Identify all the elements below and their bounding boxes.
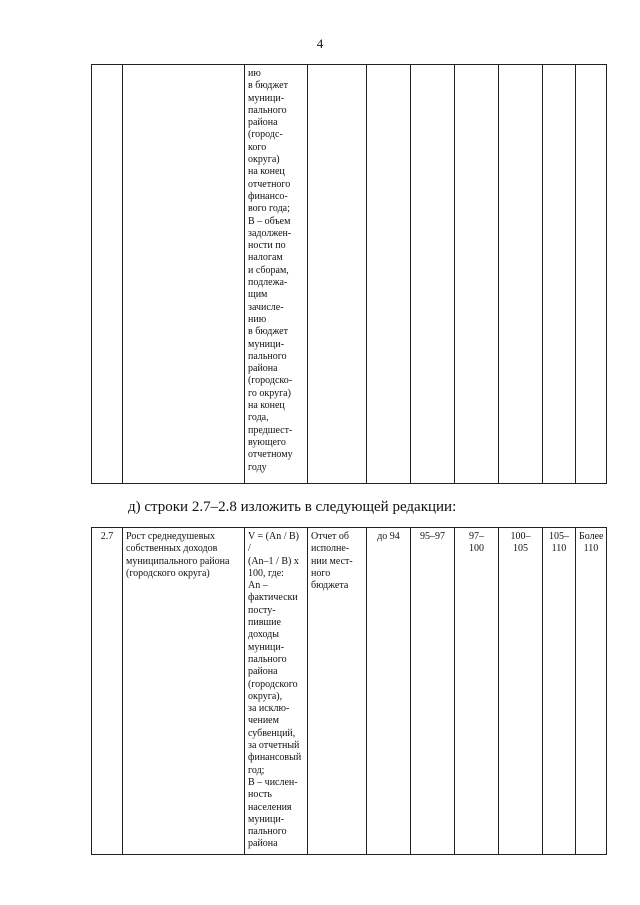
cell-number (92, 65, 123, 484)
cell-formula: V = (An / B) / (An–1 / B) x 100, где: An – фактически посту- пившие доходы муници- пального района (городского округа), за исклю- чением субвенций, за отчетный финансовый год; B – числен- ность населения муници- пального района (245, 528, 308, 855)
cell-range: Более 110 (576, 528, 607, 855)
cell-range (499, 65, 543, 484)
cell-range (543, 65, 576, 484)
cell-source: Отчет об исполне- нии мест- ного бюджета (308, 528, 367, 855)
cell-formula: ию в бюджет муници- пального района (городс- кого округа) на конец отчетного финансо- вого года; B – объем задолжен- ности по налогам и сборам, подлежа- щим зачисле- нию в бюджет муници- пального района (городско- го округа) на конец года, предшест- вующего отчетному году (245, 65, 308, 484)
table-rows-2-7 (91, 527, 607, 855)
section-heading: д) строки 2.7–2.8 изложить в следующей редакции: (128, 499, 457, 515)
cell-range (576, 65, 607, 484)
cell-range (411, 65, 455, 484)
table-row (92, 65, 607, 484)
cell-range: 100– 105 (499, 528, 543, 855)
cell-source (308, 65, 367, 484)
cell-range: до 94 (367, 528, 411, 855)
cell-indicator: Рост среднедушевых собственных доходов муниципального района (городского округа) (123, 528, 245, 855)
cell-range (367, 65, 411, 484)
cell-range: 105– 110 (543, 528, 576, 855)
cell-range: 95–97 (411, 528, 455, 855)
cell-number: 2.7 (92, 528, 123, 855)
page-number: 4 (316, 36, 324, 51)
cell-range: 97– 100 (455, 528, 499, 855)
table-continuation (91, 64, 607, 484)
table-row (92, 528, 607, 855)
cell-indicator (123, 65, 245, 484)
cell-range (455, 65, 499, 484)
